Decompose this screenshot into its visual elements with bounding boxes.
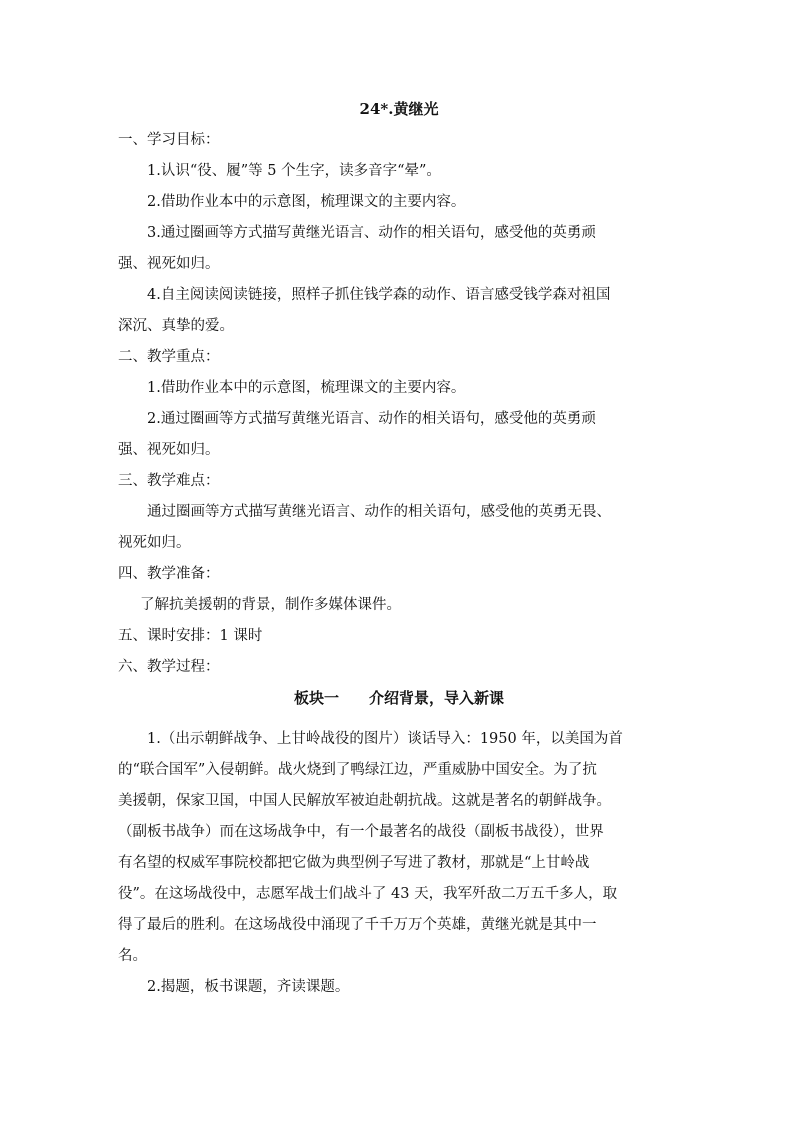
difficulty-text-continued: 视死如归。 [118, 535, 191, 551]
key-point-item-continued: 强、视死如归。 [118, 442, 220, 458]
process-paragraph-line: 美援朝，保家卫国，中国人民解放军被迫赴朝抗战。这就是著名的朝鲜战争。 [118, 793, 611, 809]
block-title-text: 介绍背景，导入新课 [369, 689, 505, 707]
process-step-2: 2.揭题，板书课题，齐读课题。 [147, 979, 350, 995]
goal-item: 1.认识“役、履”等 5 个生字，读多音字“晕”。 [147, 163, 441, 179]
process-paragraph-line: （副板书战争）而在这场战争中，有一个最著名的战役（副板书战役），世界 [118, 824, 604, 840]
section-heading-difficulties: 三、教学难点： [118, 473, 220, 489]
block-heading [118, 683, 680, 714]
goal-item: 3.通过圈画等方式描写黄继光语言、动作的相关语句，感受他的英勇顽 [147, 225, 596, 241]
preparation-text: 了解抗美援朝的背景，制作多媒体课件。 [140, 597, 401, 613]
section-heading-preparation: 四、教学准备： [118, 566, 220, 582]
process-paragraph-line: 役”。在这场战役中，志愿军战士们战斗了 43 天，我军歼敌二万五千多人，取 [118, 886, 618, 902]
key-point-item: 2.通过圈画等方式描写黄继光语言、动作的相关语句，感受他的英勇顽 [147, 411, 596, 427]
process-paragraph-line: 的“联合国军”入侵朝鲜。战火烧到了鸭绿江边，严重威胁中国安全。为了抗 [118, 762, 597, 778]
key-point-item: 1.借助作业本中的示意图，梳理课文的主要内容。 [147, 380, 466, 396]
section-schedule: 五、课时安排：1 课时 [118, 628, 263, 644]
process-paragraph-line: 1.（出示朝鲜战争、上甘岭战役的图片）谈话导入：1950 年，以美国为首 [147, 731, 623, 747]
section-heading-process: 六、教学过程： [118, 659, 220, 675]
section-heading-key-points: 二、教学重点： [118, 349, 220, 365]
goal-item-continued: 深沉、真挚的爱。 [118, 318, 234, 334]
goal-item-continued: 强、视死如归。 [118, 256, 220, 272]
section-heading-goals: 一、学习目标： [118, 132, 220, 148]
process-paragraph-line: 名。 [118, 948, 147, 964]
goal-item: 2.借助作业本中的示意图，梳理课文的主要内容。 [147, 194, 466, 210]
process-paragraph-line: 有名望的权威军事院校都把它做为典型例子写进了教材，那就是“上甘岭战 [118, 855, 590, 871]
goal-item: 4.自主阅读阅读链接，照样子抓住钱学森的动作、语言感受钱学森对祖国 [147, 287, 611, 303]
difficulty-text: 通过圈画等方式描写黄继光语言、动作的相关语句，感受他的英勇无畏、 [147, 504, 611, 520]
document-page [118, 94, 680, 1003]
block-label: 板块一 [293, 689, 339, 707]
process-paragraph-line: 得了最后的胜利。在这场战役中涌现了千千万万个英雄，黄继光就是其中一 [118, 917, 597, 933]
lesson-title: 24*.黄继光 [359, 100, 439, 118]
